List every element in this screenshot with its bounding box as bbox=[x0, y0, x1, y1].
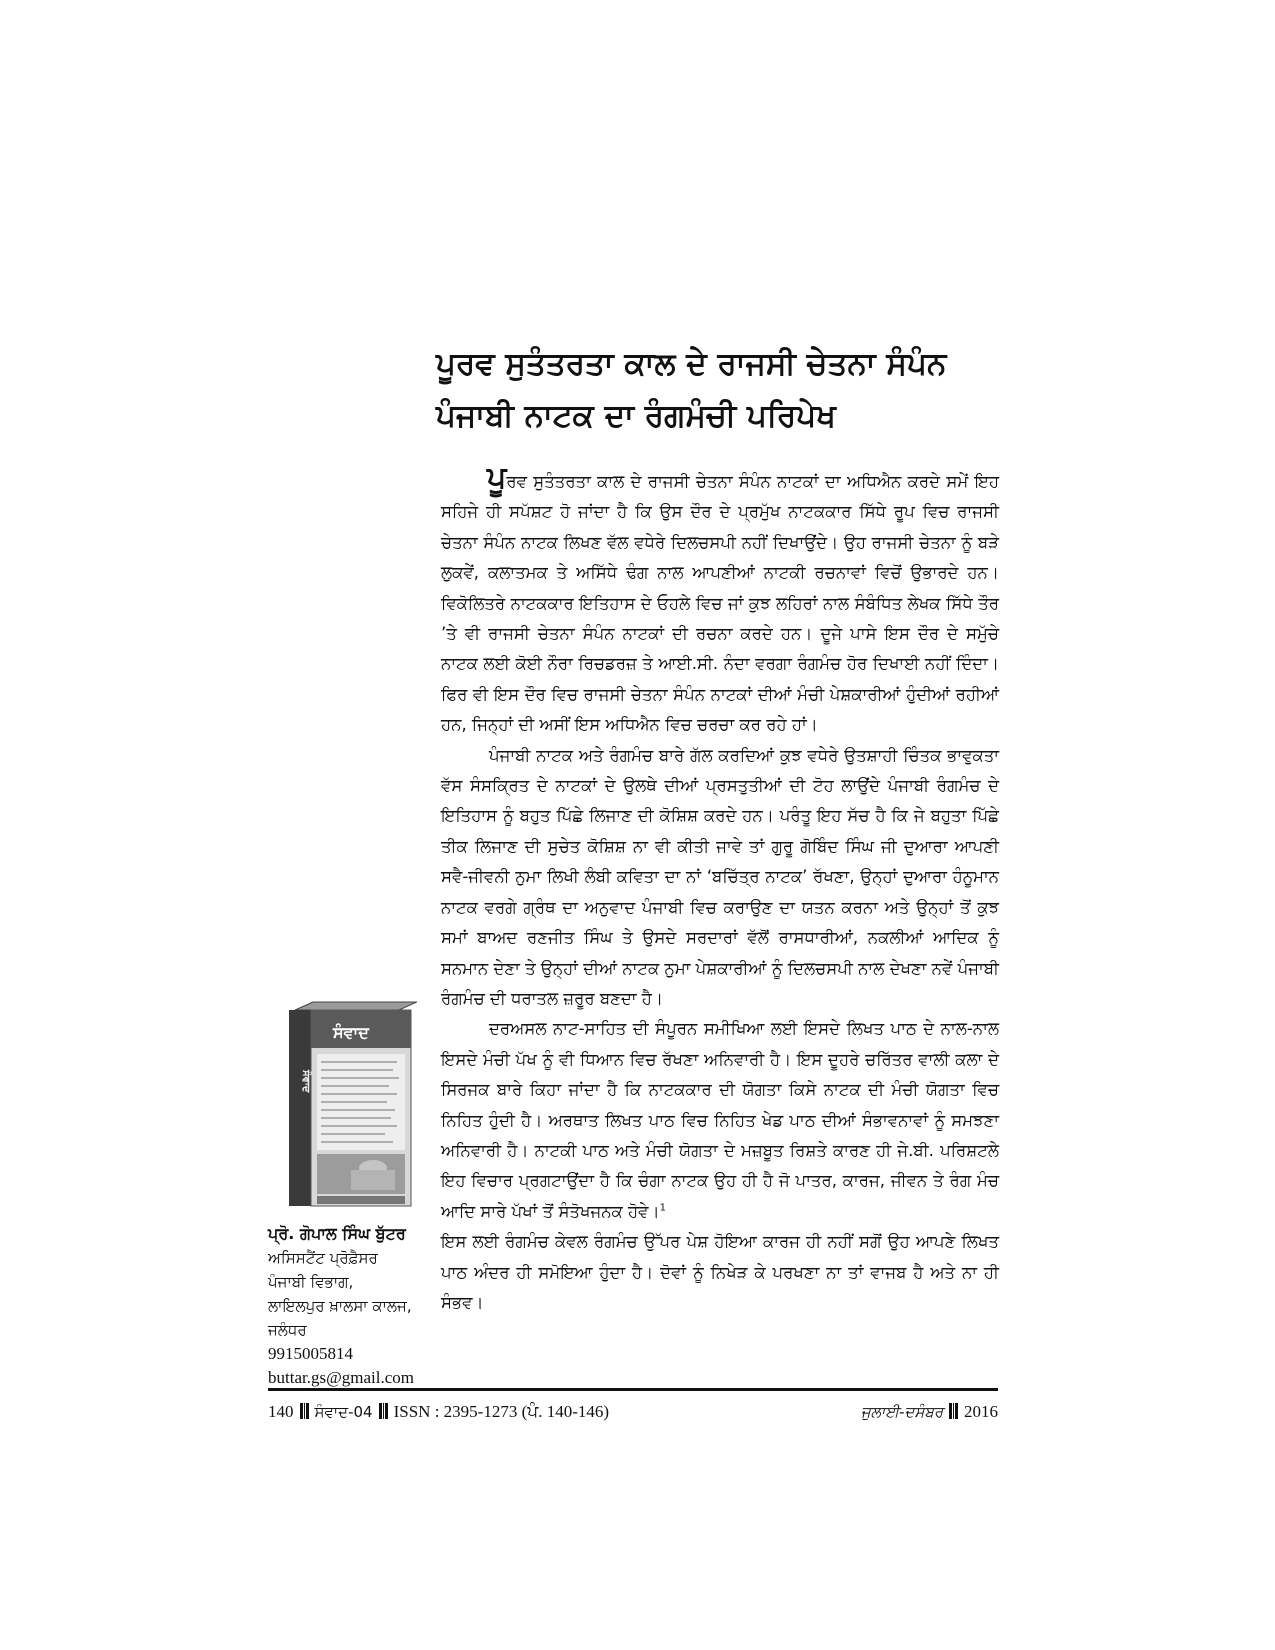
author-phone: 9915005814 bbox=[268, 1344, 353, 1363]
author-name: ਪ੍ਰੋ. ਗੋਪਾਲ ਸਿੰਘ ਬੁੱਟਰ bbox=[268, 1224, 406, 1243]
issn: ISSN : 2395-1273 (ਪੰ. 140-146) bbox=[393, 1402, 610, 1421]
footnote-mark: 1 bbox=[659, 1202, 666, 1214]
author-designation: ਅਸਿਸਟੈਂਟ ਪ੍ਰੋਫ਼ੈਸਰ bbox=[268, 1249, 378, 1267]
paragraph-1-text: ਰਵ ਸੁਤੰਤਰਤਾ ਕਾਲ ਦੇ ਰਾਜਸੀ ਚੇਤਨਾ ਸੰਪੰਨ ਨਾਟਕਾਂ ਦਾ ਅਧਿਐਨ ਕਰਦੇ ਸਮੇਂ ਇਹ ਸਹਿਜੇ ਹੀ ਸਪੱਸ਼ਟ ਹੋ ਜਾਂਦਾ ਹੈ ਕਿ ਉਸ ਦੌਰ ਦੇ ਪ੍ਰਮੁੱਖ ਨਾਟਕਕਾਰ ਸਿੱਧੇ ਰੂਪ ਵਿਚ ਰਾਜਸੀ ਚੇਤਨਾ ਸੰਪੰਨ ਨਾਟਕ ਲਿਖਣ ਵੱਲ ਵਧੇਰੇ ਦਿਲਚਸਪੀ ਨਹੀਂ ਦਿਖਾਉਂਦੇ। ਉਹ ਰਾਜਸੀ ਚੇਤਨਾ ਨੂੰ ਬੜੇ ਲੁਕਵੇਂ, ਕਲਾਤਮਕ ਤੇ ਅਸਿੱਧੇ ਢੰਗ ਨਾਲ ਆਪਣੀਆਂ ਨਾਟਕੀ ਰਚਨਾਵਾਂ ਵਿਚੋਂ ਉਭਾਰਦੇ ਹਨ। ਵਿਕੋਲਿਤਰੇ ਨਾਟਕਕਾਰ ਇਤਿਹਾਸ ਦੇ ਓਹਲੇ ਵਿਚ ਜਾਂ ਕੁਝ ਲਹਿਰਾਂ ਨਾਲ ਸੰਬੰਧਿਤ ਲੇਖਕ ਸਿੱਧੇ ਤੌਰ ’ਤੇ ਵੀ ਰਾਜਸੀ ਚੇਤਨਾ ਸੰਪੰਨ ਨਾਟਕਾਂ ਦੀ ਰਚਨਾ ਕਰਦੇ ਹਨ। ਦੂਜੇ ਪਾਸੇ ਇਸ ਦੌਰ ਦੇ ਸਮੁੱਚੇ ਨਾਟਕ ਲਈ ਕੋਈ ਨੌਰਾ ਰਿਚਡਰਜ਼ ਤੇ ਆਈ.ਸੀ. ਨੰਦਾ ਵਰਗਾ ਰੰਗਮੰਚ ਹੋਰ ਦਿਖਾਈ ਨਹੀਂ ਦਿੰਦਾ। ਫਿਰ ਵੀ ਇਸ ਦੌਰ ਵਿਚ ਰਾਜਸੀ ਚੇਤਨਾ ਸੰਪੰਨ ਨਾਟਕਾਂ ਦੀਆਂ ਮੰਚੀ ਪੇਸ਼ਕਾਰੀਆਂ ਹੁੰਦੀਆਂ ਰਹੀਆਂ ਹਨ, ਜਿਨ੍ਹਾਂ ਦੀ ਅਸੀਂ ਇਸ ਅਧਿਐਨ ਵਿਚ ਚਰਚਾ ਕਰ ਰਹੇ ਹਾਂ। bbox=[441, 472, 999, 735]
separator-icon bbox=[300, 1403, 309, 1419]
issue-period: ਜੁਲਾਈ-ਦਸੰਬਰ bbox=[860, 1403, 943, 1421]
article-title bbox=[436, 338, 996, 442]
issue-year: 2016 bbox=[964, 1402, 998, 1421]
paragraph-3 bbox=[441, 1014, 999, 1227]
page-footer bbox=[268, 1398, 998, 1426]
author-email: buttar.gs@gmail.com bbox=[268, 1368, 414, 1387]
spine-title: ਸੰਵਾਦ bbox=[300, 1070, 311, 1093]
cover-title: ਸੰਵਾਦ bbox=[333, 1023, 369, 1042]
paragraph-3-text: ਦਰਅਸਲ ਨਾਟ-ਸਾਹਿਤ ਦੀ ਸੰਪੂਰਨ ਸਮੀਖਿਆ ਲਈ ਇਸਦੇ ਲਿਖਤ ਪਾਠ ਦੇ ਨਾਲ-ਨਾਲ ਇਸਦੇ ਮੰਚੀ ਪੱਖ ਨੂੰ ਵੀ ਧਿਆਨ ਵਿਚ ਰੱਖਣਾ ਅਨਿਵਾਰੀ ਹੈ। ਇਸ ਦੂਹਰੇ ਚਰਿੱਤਰ ਵਾਲੀ ਕਲਾ ਦੇ ਸਿਰਜਕ ਬਾਰੇ ਕਿਹਾ ਜਾਂਦਾ ਹੈ ਕਿ ਨਾਟਕਕਾਰ ਦੀ ਯੋਗਤਾ ਕਿਸੇ ਨਾਟਕ ਦੀ ਮੰਚੀ ਯੋਗਤਾ ਵਿਚ ਨਿਹਿਤ ਹੁੰਦੀ ਹੈ। ਅਰਥਾਤ ਲਿਖਤ ਪਾਠ ਵਿਚ ਨਿਹਿਤ ਖੇਡ ਪਾਠ ਦੀਆਂ ਸੰਭਾਵਨਾਵਾਂ ਨੂੰ ਸਮਝਣਾ ਅਨਿਵਾਰੀ ਹੈ। ਨਾਟਕੀ ਪਾਠ ਅਤੇ ਮੰਚੀ ਯੋਗਤਾ ਦੇ ਮਜ਼ਬੂਤ ਰਿਸ਼ਤੇ ਕਾਰਣ ਹੀ ਜੇ.ਬੀ. ਪਰਿਸ਼ਟਲੇ ਇਹ ਵਿਚਾਰ ਪ੍ਰਗਟਾਉਂਦਾ ਹੈ ਕਿ ਚੰਗਾ ਨਾਟਕ ਉਹ ਹੀ ਹੈ ਜੋ ਪਾਤਰ, ਕਾਰਜ, ਜੀਵਨ ਤੇ ਰੰਗ ਮੰਚ ਆਦਿ ਸਾਰੇ ਪੱਖਾਂ ਤੋਂ ਸੰਤੋਖਜਨਕ ਹੋਵੇ। bbox=[441, 1019, 999, 1221]
article-title-line-2: ਪੰਜਾਬੀ ਨਾਟਕ ਦਾ ਰੰਗਮੰਚੀ ਪਰਿਪੇਖ bbox=[436, 398, 836, 434]
article-title-line-1: ਪੂਰਵ ਸੁਤੰਤਰਤਾ ਕਾਲ ਦੇ ਰਾਜਸੀ ਚੇਤਨਾ ਸੰਪੰਨ bbox=[436, 346, 947, 382]
author-college: ਲਾਇਲਪੁਰ ਖ਼ਾਲਸਾ ਕਾਲਜ, bbox=[268, 1297, 412, 1315]
journal-name: ਸੰਵਾਦ-04 bbox=[314, 1403, 373, 1421]
author-city: ਜਲੰਧਰ bbox=[268, 1321, 307, 1339]
paragraph-1 bbox=[441, 460, 999, 741]
separator-icon bbox=[949, 1403, 958, 1419]
footer-left bbox=[268, 1398, 609, 1426]
book-top bbox=[295, 1002, 417, 1010]
page-number: 140 bbox=[268, 1402, 294, 1421]
article-body bbox=[441, 460, 999, 1318]
footer-rule bbox=[268, 1388, 998, 1391]
paragraph-2: ਪੰਜਾਬੀ ਨਾਟਕ ਅਤੇ ਰੰਗਮੰਚ ਬਾਰੇ ਗੱਲ ਕਰਦਿਆਂ ਕੁਝ ਵਧੇਰੇ ਉਤਸ਼ਾਹੀ ਚਿੰਤਕ ਭਾਵੁਕਤਾ ਵੱਸ ਸੰਸਕ੍ਰਿਤ ਦੇ ਨਾਟਕਾਂ ਦੇ ਉਲਥੇ ਦੀਆਂ ਪ੍ਰਸਤੁਤੀਆਂ ਦੀ ਟੋਹ ਲਾਉਂਦੇ ਪੰਜਾਬੀ ਰੰਗਮੰਚ ਦੇ ਇਤਿਹਾਸ ਨੂੰ ਬਹੁਤ ਪਿੱਛੇ ਲਿਜਾਣ ਦੀ ਕੋਸ਼ਿਸ਼ ਕਰਦੇ ਹਨ। ਪਰੰਤੂ ਇਹ ਸੱਚ ਹੈ ਕਿ ਜੇ ਬਹੁਤਾ ਪਿੱਛੇ ਤੀਕ ਲਿਜਾਣ ਦੀ ਸੁਚੇਤ ਕੋਸ਼ਿਸ਼ ਨਾ ਵੀ ਕੀਤੀ ਜਾਵੇ ਤਾਂ ਗੁਰੂ ਗੋਬਿੰਦ ਸਿੰਘ ਜੀ ਦੁਆਰਾ ਆਪਣੀ ਸਵੈ-ਜੀਵਨੀ ਨੁਮਾ ਲਿਖੀ ਲੰਬੀ ਕਵਿਤਾ ਦਾ ਨਾਂ ‘ਬਚਿੱਤ੍ਰ ਨਾਟਕ’ ਰੱਖਣਾ, ਉਨ੍ਹਾਂ ਦੁਆਰਾ ਹੰਨੂਮਾਨ ਨਾਟਕ ਵਰਗੇ ਗ੍ਰੰਥ ਦਾ ਅਨੁਵਾਦ ਪੰਜਾਬੀ ਵਿਚ ਕਰਾਉਣ ਦਾ ਯਤਨ ਕਰਨਾ ਅਤੇ ਉਨ੍ਹਾਂ ਤੋਂ ਕੁਝ ਸਮਾਂ ਬਾਅਦ ਰਣਜੀਤ ਸਿੰਘ ਤੇ ਉਸਦੇ ਸਰਦਾਰਾਂ ਵੱਲੋਂ ਰਾਸਧਾਰੀਆਂ, ਨਕਲੀਆਂ ਆਦਿਕ ਨੂੰ ਸਨਮਾਨ ਦੇਣਾ ਤੇ ਉਨ੍ਹਾਂ ਦੀਆਂ ਨਾਟਕ ਨੁਮਾ ਪੇਸ਼ਕਾਰੀਆਂ ਨੂੰ ਦਿਲਚਸਪੀ ਨਾਲ ਦੇਖਣਾ ਨਵੇਂ ਪੰਜਾਬੀ ਰੰਗਮੰਚ ਦੀ ਧਰਾਤਲ ਜ਼ਰੂਰ ਬਣਦਾ ਹੈ। bbox=[441, 745, 999, 1008]
author-department: ਪੰਜਾਬੀ ਵਿਭਾਗ, bbox=[268, 1273, 354, 1291]
author-info bbox=[268, 1222, 438, 1390]
journal-cover-image bbox=[289, 1000, 417, 1208]
book-spine bbox=[289, 1010, 311, 1206]
footer-right bbox=[861, 1398, 998, 1426]
paragraph-4: ਇਸ ਲਈ ਰੰਗਮੰਚ ਕੇਵਲ ਰੰਗਮੰਚ ਉੱਪਰ ਪੇਸ਼ ਹੋਇਆ ਕਾਰਜ ਹੀ ਨਹੀਂ ਸਗੋਂ ਉਹ ਆਪਣੇ ਲਿਖਤ ਪਾਠ ਅੰਦਰ ਹੀ ਸਮੋਇਆ ਹੁੰਦਾ ਹੈ। ਦੋਵਾਂ ਨੂੰ ਨਿਖੇੜ ਕੇ ਪਰਖਣਾ ਨਾ ਤਾਂ ਵਾਜਬ ਹੈ ਅਤੇ ਨਾ ਹੀ ਸੰਭਵ। bbox=[441, 1232, 999, 1312]
separator-icon bbox=[379, 1403, 388, 1419]
drop-cap: ਪੂ bbox=[487, 460, 507, 495]
